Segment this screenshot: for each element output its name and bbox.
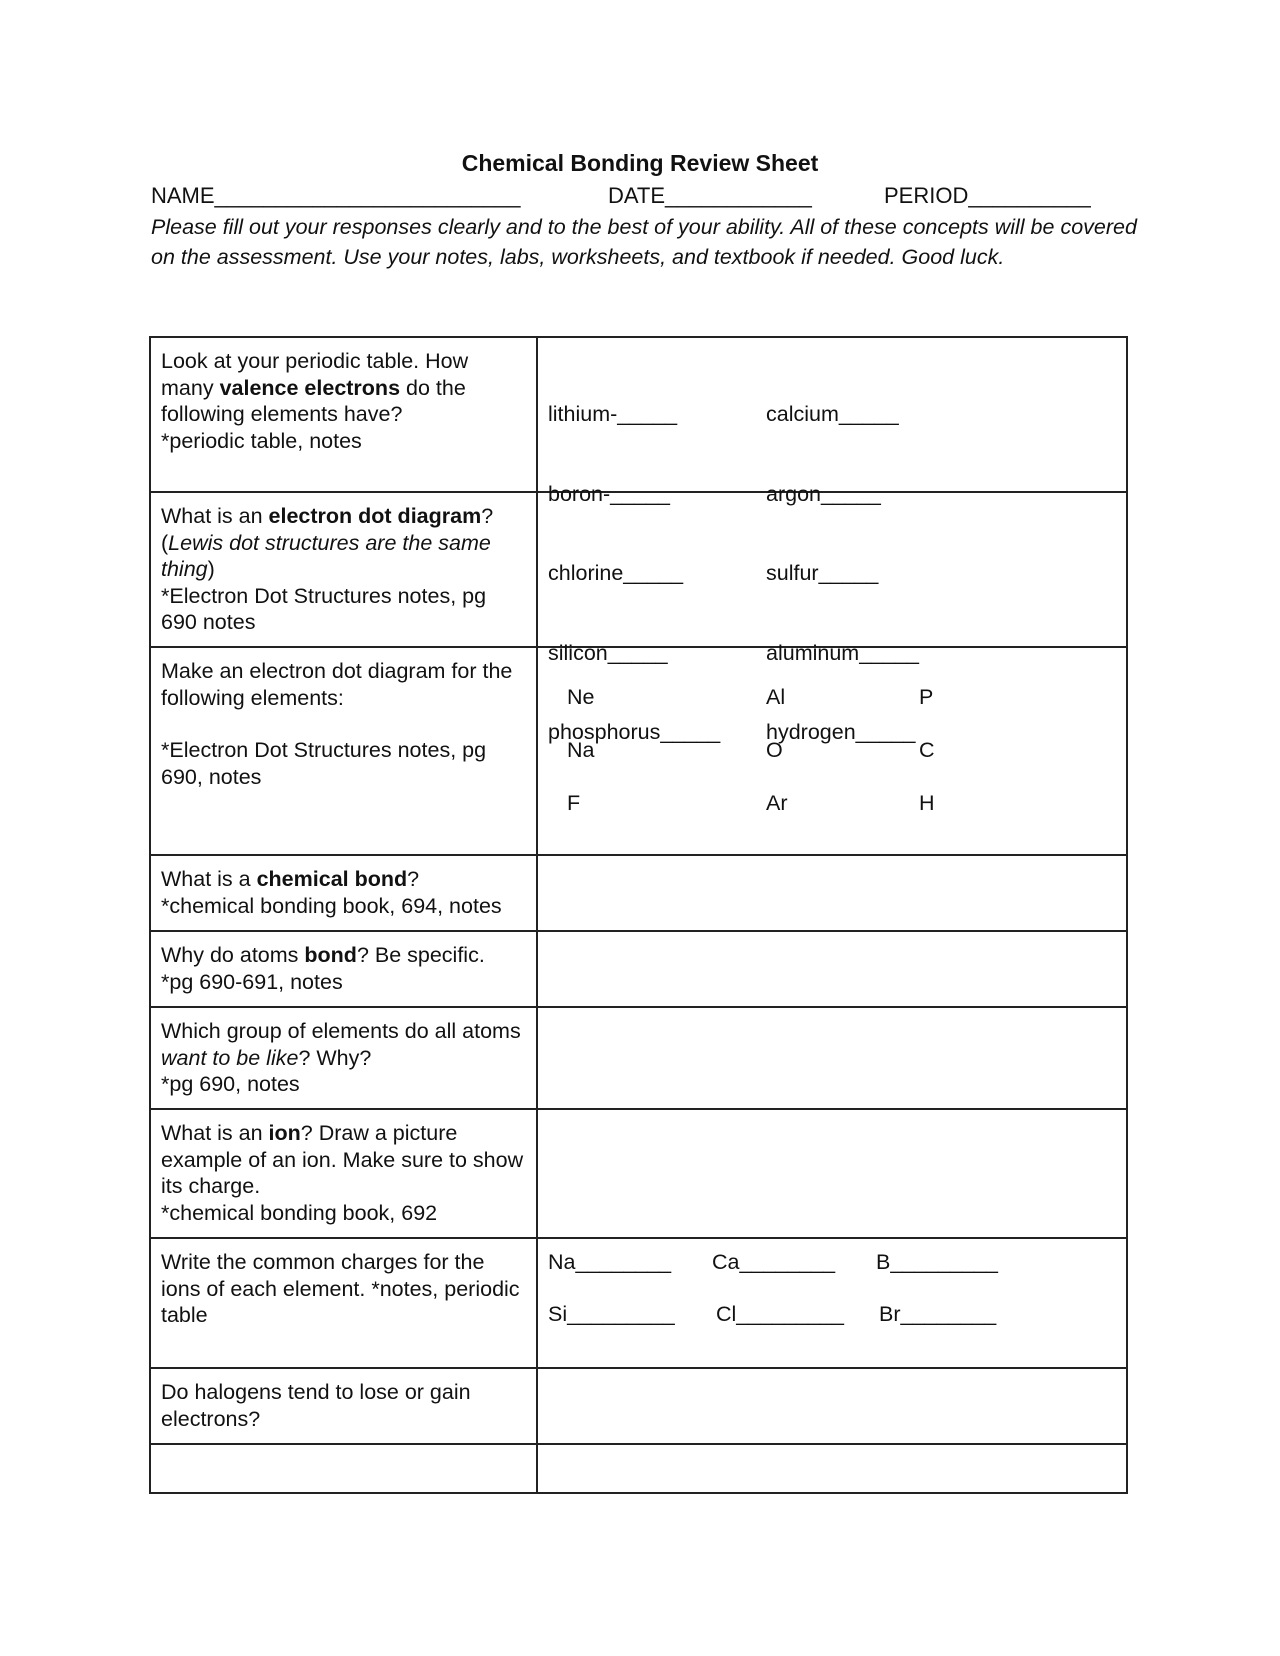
element-symbol: Ar (766, 791, 788, 815)
valence-element-list (548, 348, 1116, 744)
question-cell (150, 337, 537, 492)
answer-cell[interactable] (537, 1238, 1127, 1368)
question-text: What is a chemical bond? *chemical bonding book, 694, notes (161, 867, 502, 918)
element-blank[interactable]: aluminum_____ (766, 640, 919, 665)
element-blank[interactable]: argon_____ (766, 481, 881, 506)
question-cell (150, 1109, 537, 1238)
question-cell (150, 1007, 537, 1109)
element-blank[interactable]: calcium_____ (766, 402, 899, 426)
period-field[interactable]: PERIOD__________ (884, 183, 1091, 208)
answer-cell[interactable] (537, 337, 1127, 744)
element-blank[interactable]: phosphorus_____ (548, 720, 721, 744)
table-row-valence (150, 337, 1127, 492)
element-symbol: Ne (567, 685, 595, 709)
question-text: Write the common charges for the ions of each element. *notes, periodic table (161, 1250, 520, 1327)
charge-blank[interactable]: Br________ (879, 1302, 997, 1326)
page-title: Chemical Bonding Review Sheet (461, 150, 819, 176)
question-text: What is an ion? Draw a picture example of an ion. Make sure to show its charge. *chemical bonding book, 692 (161, 1121, 524, 1225)
answer-cell[interactable] (537, 931, 1127, 1007)
question-cell (150, 1238, 537, 1368)
question-cell (150, 931, 537, 1007)
charges-grid (548, 1249, 1116, 1353)
review-table (149, 336, 1128, 1494)
charge-blank[interactable]: Na________ (548, 1250, 672, 1274)
question-cell (150, 1368, 537, 1444)
element-symbol: C (919, 738, 935, 762)
question-cell (150, 1444, 537, 1493)
answer-cell[interactable] (537, 1007, 1127, 1109)
answer-cell[interactable] (537, 1368, 1127, 1444)
element-symbol: P (919, 685, 934, 709)
element-symbol: F (567, 791, 581, 815)
charge-blank[interactable]: B_________ (876, 1250, 998, 1274)
table-row-why-bond (150, 931, 1127, 1007)
question-text: Look at your periodic table. How many valence electrons do the following elements have? *periodic table, notes (161, 349, 469, 453)
question-reference: *Electron Dot Structures notes, pg 690, notes (161, 738, 487, 789)
name-field[interactable]: NAME_________________________ (151, 183, 521, 208)
question-cell (150, 855, 537, 931)
table-row-chemical-bond (150, 855, 1127, 931)
question-cell (150, 492, 537, 647)
answer-cell[interactable] (537, 647, 1127, 855)
instructions: Please fill out your responses clearly and to the best of your ability. All of these concepts will be covered on the assessment. Use your notes, labs, worksheets, and textbook if needed. Good luck. (151, 215, 1137, 269)
charge-blank[interactable]: Ca________ (712, 1250, 836, 1274)
question-text: Make an electron dot diagram for the following elements: (161, 659, 513, 710)
table-row-halogens (150, 1368, 1127, 1444)
element-blank[interactable]: sulfur_____ (766, 561, 879, 585)
element-blank[interactable]: hydrogen_____ (766, 720, 916, 744)
element-symbol: Na (567, 738, 595, 762)
element-blank[interactable]: chlorine_____ (548, 561, 684, 585)
element-blank[interactable]: silicon_____ (548, 640, 668, 665)
element-symbol: Al (766, 685, 786, 709)
element-symbol: O (766, 738, 783, 762)
question-text: Which group of elements do all atoms want to be like? Why? *pg 690, notes (161, 1019, 521, 1096)
question-text: What is an electron dot diagram? (Lewis dot structures are the same thing) *Electron Dot Structures notes, pg 690 notes (161, 504, 494, 634)
table-row-ion (150, 1109, 1127, 1238)
answer-cell[interactable] (537, 1109, 1127, 1238)
table-row-empty (150, 1444, 1127, 1493)
answer-cell[interactable] (537, 1444, 1127, 1493)
element-symbol: H (919, 791, 935, 815)
question-cell (150, 647, 537, 855)
element-blank[interactable]: lithium-_____ (548, 402, 678, 426)
question-text: Why do atoms bond? Be specific. *pg 690-691, notes (161, 943, 485, 994)
element-blank[interactable]: boron-_____ (548, 481, 670, 506)
answer-cell[interactable] (537, 855, 1127, 931)
element-grid (548, 658, 1116, 838)
table-row-charges (150, 1238, 1127, 1368)
date-field[interactable]: DATE____________ (608, 183, 812, 208)
charge-blank[interactable]: Cl_________ (716, 1302, 844, 1326)
question-text: Do halogens tend to lose or gain electrons? (161, 1380, 471, 1431)
charge-blank[interactable]: Si_________ (548, 1302, 675, 1326)
table-row-make-dot (150, 647, 1127, 855)
table-row-group (150, 1007, 1127, 1109)
